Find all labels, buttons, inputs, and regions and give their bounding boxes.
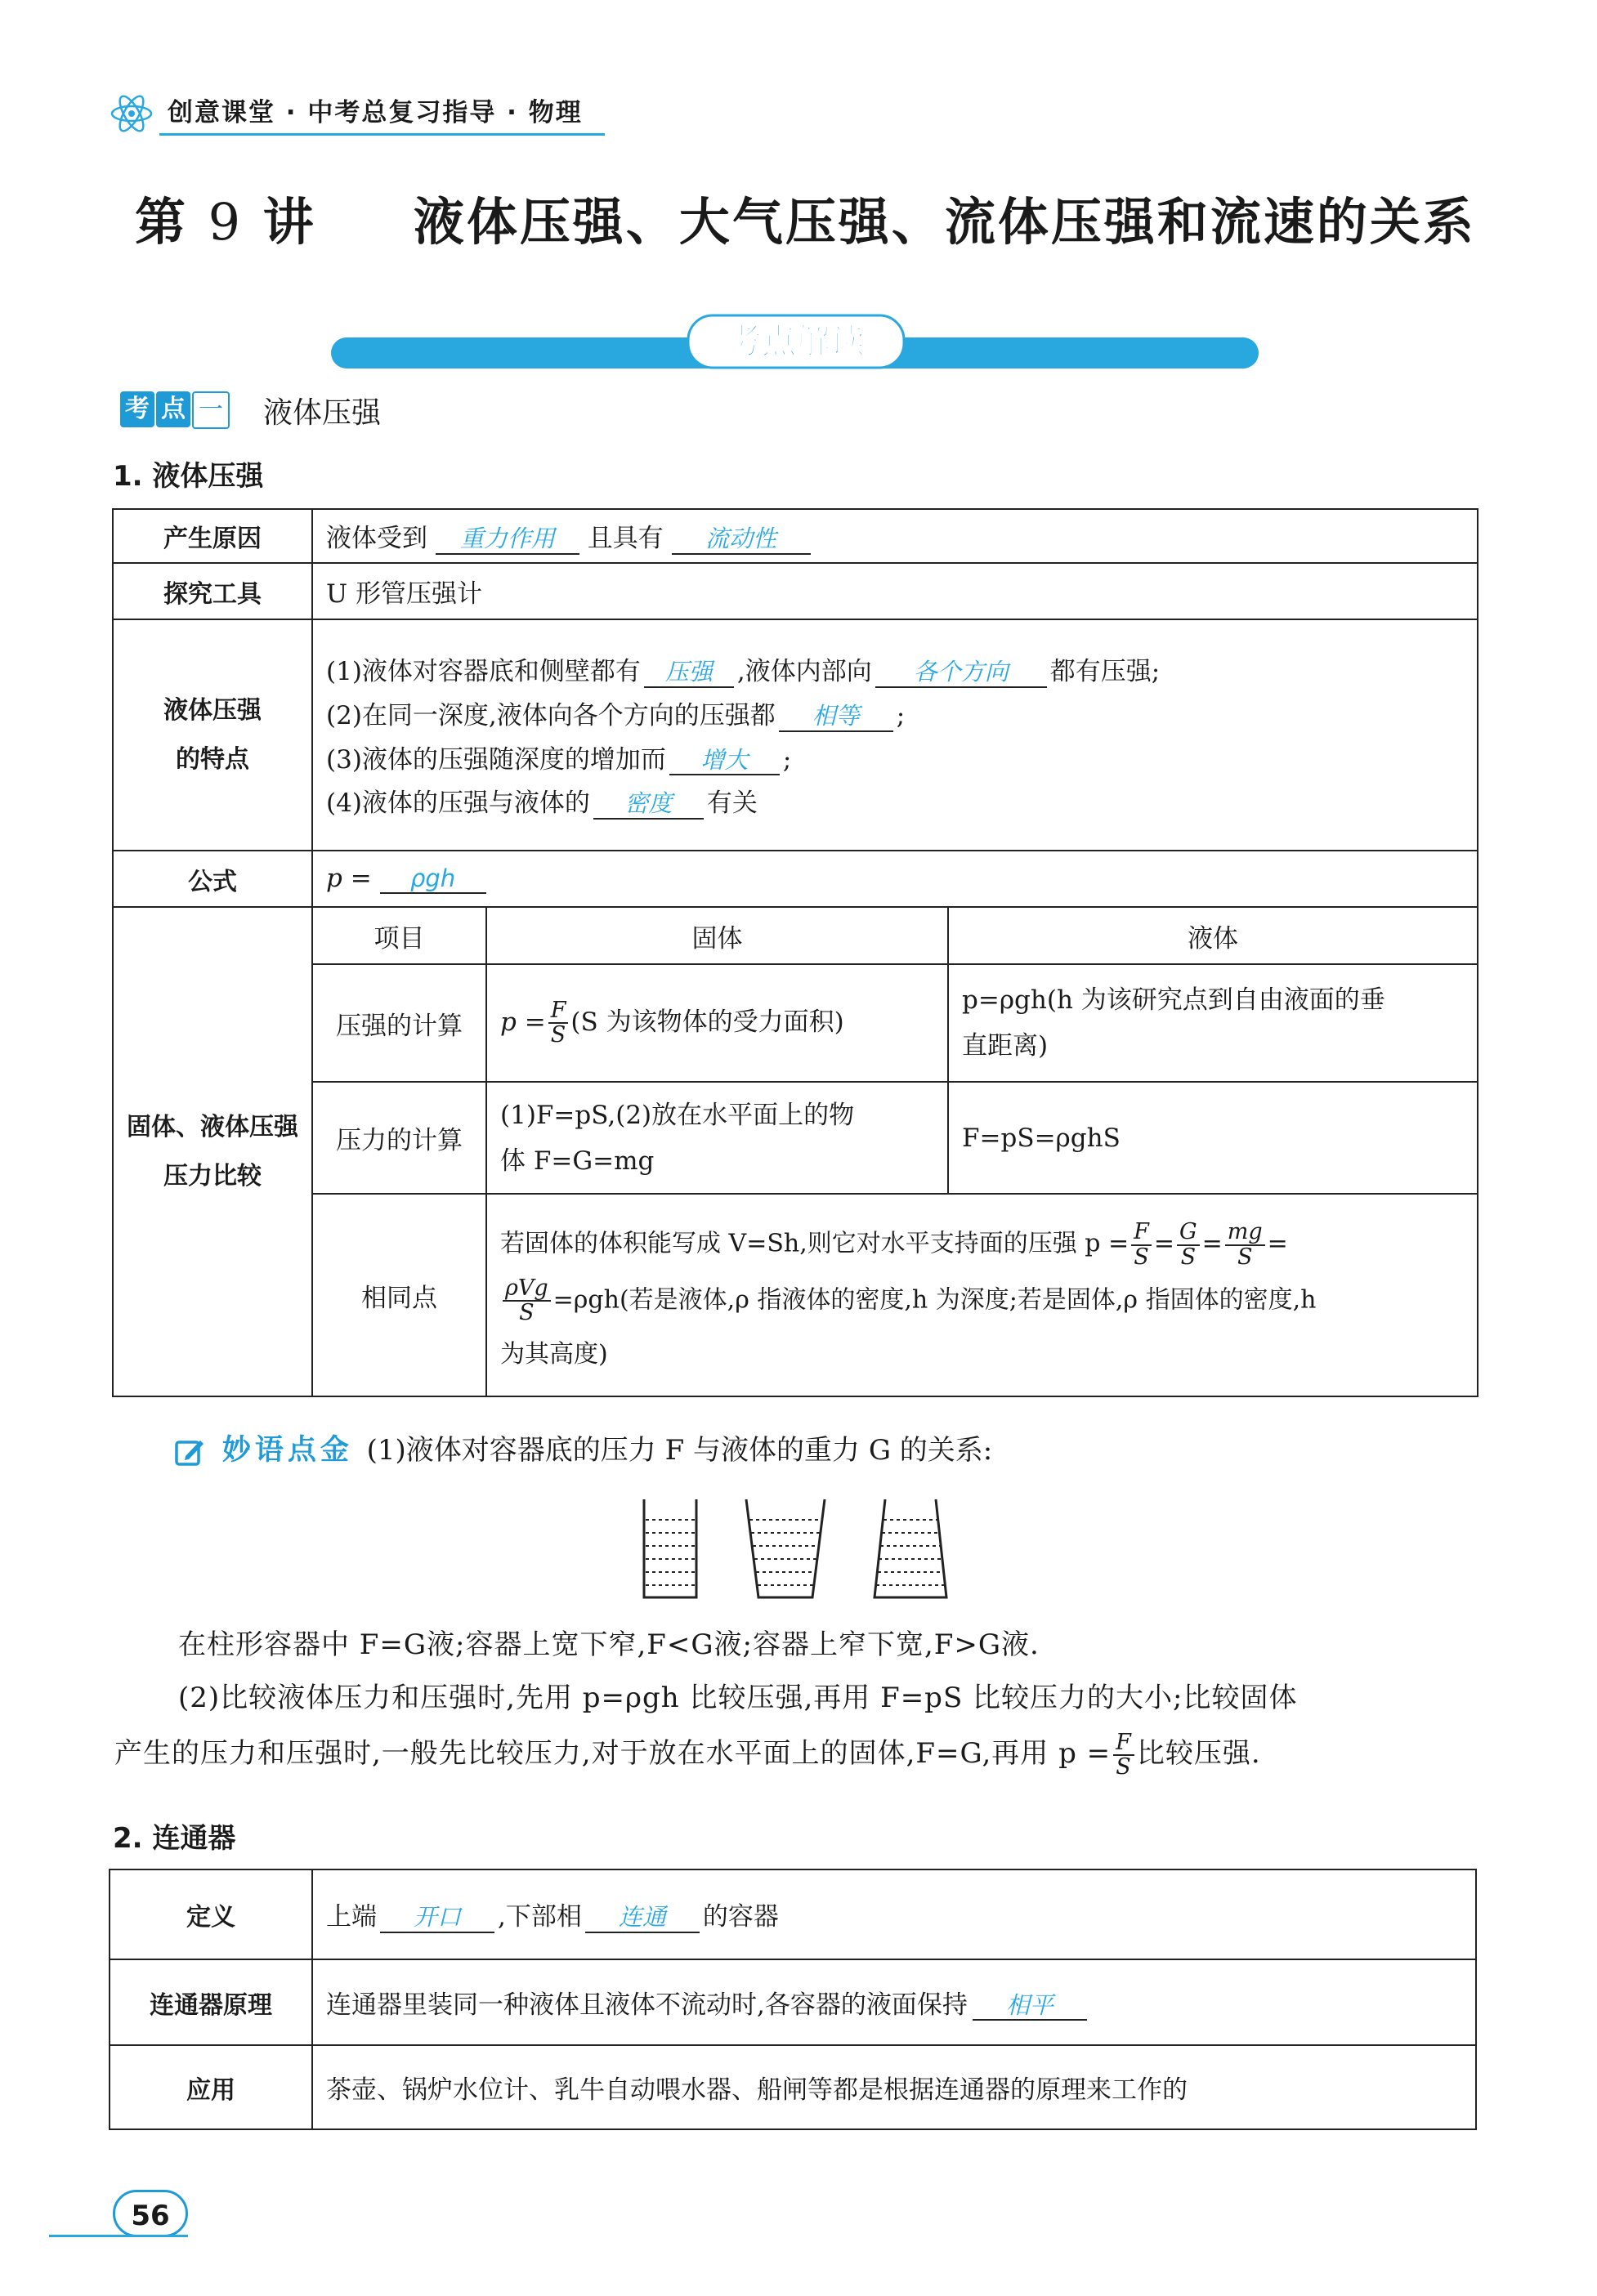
text: (1)液体对容器底和侧壁都有 [326,656,641,686]
cell-application: 茶壶、锅炉水位计、乳牛自动喂水器、船闸等都是根据连通器的原理来工作的 [312,2045,1476,2129]
row-label: 定义 [110,1869,312,1959]
text: 都有压强; [1049,656,1161,686]
text: (S 为该物体的受力面积) [570,1007,844,1037]
cell-liquid: F=pS=ρghS [948,1082,1478,1194]
text: 比较压强. [1136,1737,1261,1770]
text: (3)液体的压强随深度的增加而 [326,744,666,775]
cell-tool: U 形管压强计 [312,563,1478,619]
numerator: F [548,999,569,1024]
edit-note-icon [174,1436,205,1467]
series-title: 创意课堂 · 中考总复习指导 · 物理 [168,98,583,127]
cell-formula [312,851,1478,907]
cell-principle [312,1959,1476,2045]
row-item: 压强的计算 [312,964,486,1082]
title-main: 液体压强、大气压强、流体压强和流速的关系 [413,192,1476,252]
header-underline [159,133,605,136]
text: p = [500,1007,546,1037]
text: (2)在同一深度,液体向各个方向的压强都 [326,700,776,730]
numerator: G [1177,1221,1200,1245]
cell-features [312,619,1478,851]
feature-line [326,695,1464,732]
row-label: 公式 [113,851,312,907]
tip-line [114,1731,1261,1779]
text-line: 若固体的体积能写成 V=Sh,则它对水平支持面的压强 p = $\frac{F}{S}$ = $\frac{G}{S}$ = $\frac{mg}{S}$ = [500,1219,1288,1270]
text: p = [326,863,372,893]
cell-solid [486,1082,948,1194]
row-label: 连通器原理 [110,1959,312,2045]
row-label [113,619,312,851]
fraction [1113,1731,1134,1780]
row-cause [113,509,1478,563]
numerator: F [1113,1731,1134,1756]
fill-blank: 开口 [380,1903,494,1933]
text: 液体受到 [326,524,427,554]
fill-blank: ρgh [380,864,486,895]
feature-line [326,782,1464,820]
title-prefix: 第 [135,192,189,252]
fill-blank: 重力作用 [436,525,579,555]
text: 连通器里装同一种液体且液体不流动时,各容器的液面保持 [326,1990,968,2020]
row-application [110,2045,1476,2129]
denominator: S [519,1300,535,1326]
denominator: S [1180,1244,1197,1270]
atom-icon [110,92,154,136]
text: 若固体的体积能写成 V=Sh,则它对水平支持面的压强 p = [500,1229,1130,1258]
text: 体 F=G=mg [500,1146,655,1176]
title-suffix: 讲 [262,192,316,252]
numerator: mg [1225,1221,1265,1245]
fraction [1225,1221,1265,1269]
row-label: 产生原因 [113,509,312,563]
denominator: S [1116,1754,1132,1780]
text: 产生的压力和压强时,一般先比较压力,对于放在水平面上的固体,F=G,再用 p = [114,1737,1112,1770]
text: p=ρgh(h 为该研究点到自由液面的垂 [962,985,1385,1015]
text: 直距离) [962,1031,1049,1061]
fraction [1177,1221,1200,1269]
text: =ρgh(若是液体,ρ 指液体的密度,h 为深度;若是固体,ρ 指固体的密度,h [552,1285,1317,1315]
fill-blank: 密度 [593,789,704,820]
fraction [548,999,569,1047]
denominator: S [1134,1244,1149,1270]
compare-header-row [113,907,1478,964]
fill-blank: 压强 [644,658,734,688]
fraction [1131,1221,1152,1269]
kaodian-tag-char: 点 [156,391,190,427]
row-definition [110,1869,1476,1959]
row-item: 相同点 [312,1194,486,1396]
title-number: 9 [208,192,244,252]
compare-same-row [113,1194,1478,1396]
row-formula [113,851,1478,907]
banner-label [687,312,906,371]
wide-top-container [746,1499,825,1597]
text: 有关 [706,788,758,819]
label-line: 固体、液体压强 [127,1112,298,1141]
container-diagrams [637,1495,964,1606]
connector-table [109,1869,1477,2130]
column-header: 固体 [486,907,948,964]
row-label [113,907,312,1396]
cell-cause [312,509,1478,563]
feature-line [326,739,1464,776]
page-number: 56 [113,2190,188,2237]
fill-blank: 流动性 [672,525,811,555]
cylinder-container [644,1499,696,1597]
cell-liquid [948,964,1478,1082]
label-line: 压力比较 [163,1161,262,1190]
label-line: 的特点 [176,744,249,774]
text: (1)F=pS,(2)放在水平面上的物 [500,1100,855,1130]
cell-definition [312,1869,1476,1959]
fill-blank: 增大 [669,746,780,776]
banner-text: 考点解读 [727,321,866,361]
compare-pressure-row [113,964,1478,1082]
row-label: 应用 [110,2045,312,2129]
tip-line: (2)比较液体压力和压强时,先用 p=ρgh 比较压强,再用 F=pS 比较压力的大小;比较固体 [178,1682,1298,1714]
fill-blank: 相等 [779,702,893,732]
narrow-top-container [875,1499,946,1597]
kaodian-tag [120,391,230,429]
row-label: 探究工具 [113,563,312,619]
label-line: 液体压强 [163,695,262,725]
tip-heading [174,1427,992,1468]
section-heading: 2. 连通器 [113,1822,236,1855]
section-heading: 1. 液体压强 [113,460,264,493]
fill-blank: 各个方向 [875,658,1047,688]
text: 且具有 [587,524,664,554]
text: 上端 [326,1902,377,1932]
cell-solid [486,964,948,1082]
text: 的容器 [702,1902,779,1932]
compare-force-row [113,1082,1478,1194]
feature-line [326,650,1464,688]
tip-label: 妙语点金 [221,1434,353,1467]
fill-blank: 连通 [585,1903,700,1933]
column-header: 液体 [948,907,1478,964]
row-tool [113,563,1478,619]
fill-blank: 相平 [973,1991,1087,2021]
page-number-underline [49,2235,188,2237]
cell-same [486,1194,1478,1396]
lecture-title [135,181,1476,254]
liquid-pressure-table [112,508,1478,1397]
row-features [113,619,1478,851]
fraction [503,1277,551,1325]
numerator: ρVg [503,1277,551,1302]
tip-line: 在柱形容器中 F=G液;容器上宽下窄,F<G液;容器上窄下宽,F>G液. [178,1628,1040,1661]
kaodian-title: 液体压强 [263,396,382,430]
row-principle [110,1959,1476,2045]
column-header: 项目 [312,907,486,964]
denominator: S [1237,1244,1253,1270]
kaodian-tag-char: 考 [120,391,154,427]
tip-line: (1)液体对容器底的压力 F 与液体的重力 G 的关系: [366,1434,993,1467]
text: ,下部相 [498,1902,582,1932]
text: ,液体内部向 [736,656,872,686]
text: (4)液体的压强与液体的 [326,788,590,819]
text-line [500,1277,1464,1325]
denominator: S [550,1022,566,1047]
text: ; [782,744,792,775]
text-line: 为其高度) [500,1339,608,1369]
text: ; [896,700,906,730]
numerator: F [1131,1221,1152,1245]
row-item: 压力的计算 [312,1082,486,1194]
kaodian-number: 一 [192,391,230,429]
